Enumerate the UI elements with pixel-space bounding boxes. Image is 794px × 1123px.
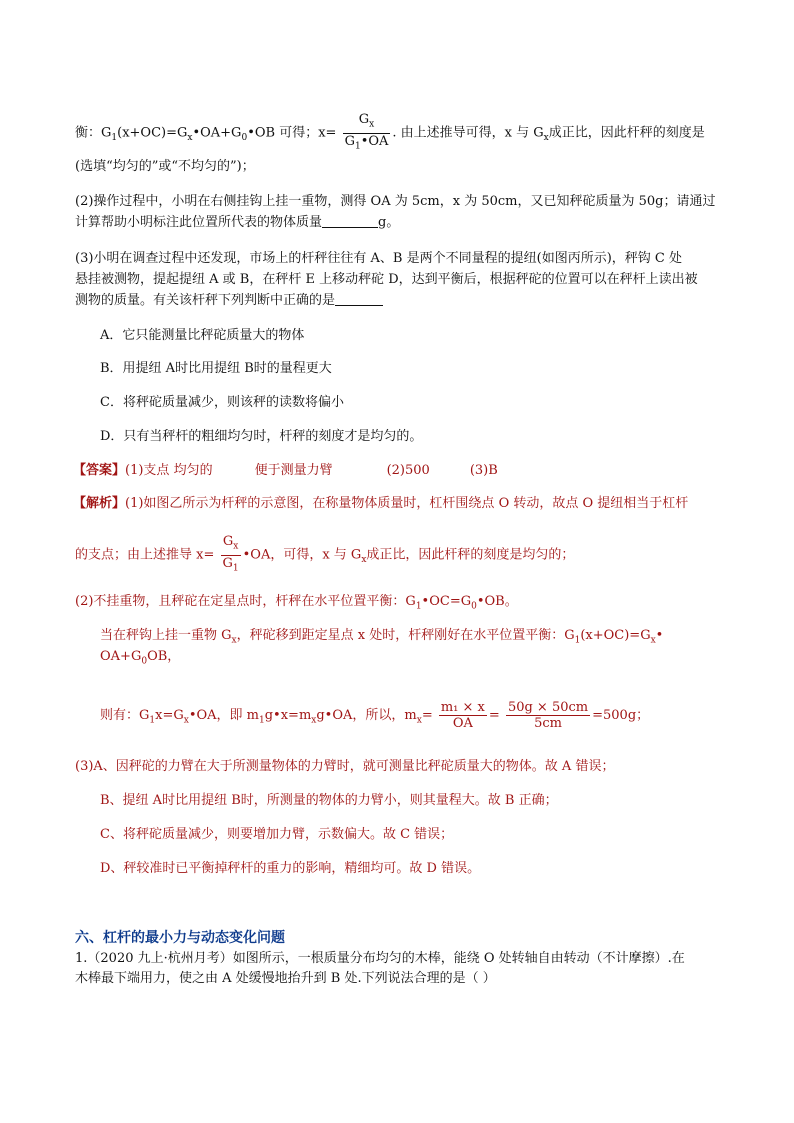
q3-line2: 悬挂被测物，提起提纽 A 或 B，在秤杆 E 上移动秤砣 D，达到平衡后，根据秤砣的位置可以在秤杆上读出被 [75, 272, 698, 287]
analysis-line2 [75, 534, 574, 576]
q3-line1: (3)小明在调查过程中还发现，市场上的杆秤往往有 A、B 是两个不同量程的提纽(如图丙所示)，秤钩 C 处 [75, 251, 682, 266]
sub: x [361, 555, 367, 566]
section6-question-line2: 木棒最下端用力，使之由 A 处缓慢地抬升到 B 处.下列说法合理的是（ ） [75, 971, 496, 986]
text: •OA+G [192, 125, 242, 141]
text: =500g； [592, 708, 650, 723]
answer-line [73, 462, 498, 480]
answer-part-1: (1)支点 均匀的 [125, 463, 213, 478]
frac-den: G [344, 133, 355, 149]
analysis-line4 [100, 627, 663, 650]
sub: 1 [111, 133, 118, 144]
fraction [343, 112, 391, 154]
sub: x [311, 715, 317, 726]
frac-den: OA [439, 715, 487, 731]
text: •OB 可得；x= [247, 125, 337, 141]
text: •OA，可得，x 与 G [242, 547, 362, 563]
analysis-line3 [75, 593, 518, 616]
q3-option-b: B．用提纽 A时比用提纽 B时的量程更大 [100, 361, 332, 376]
text: •OC=G [421, 594, 472, 609]
text: OA+G [100, 649, 142, 664]
text: 当在秤钩上挂一重物 G [100, 628, 232, 643]
text: •OB。 [476, 594, 518, 609]
q2-line1: (2)操作过程中，小明在右侧挂钩上挂一重物，测得 OA 为 5cm，x 为 50cm，又已知秤砣质量为 50g；请通过 [75, 194, 716, 209]
analysis-label: 【解析】 [73, 496, 126, 511]
text: 则有：G [100, 708, 150, 723]
q2-line2 [75, 214, 399, 232]
answer-part-4: (3)B [469, 463, 498, 478]
frac-den: 5cm [506, 715, 590, 731]
sub: 1 [149, 715, 156, 726]
answer-part-2: 便于测量力臂 [254, 463, 333, 478]
analysis-line10: D、秤较准时已平衡掉秤杆的重力的影响，精细均可。故 D 错误。 [100, 861, 481, 876]
text: g•x=m [264, 708, 312, 723]
text: = [488, 708, 500, 723]
text: 的支点；由上述推导 x= [75, 547, 215, 563]
text: •OA，即 m [188, 708, 259, 723]
fraction [439, 700, 487, 731]
sub: 1 [354, 141, 361, 152]
answer-blank[interactable] [322, 215, 378, 228]
sub: x [416, 715, 422, 726]
frac-num: m₁ × x [440, 700, 485, 715]
text: . 由上述推导可得，x 与 G [392, 125, 544, 141]
sub: 1 [574, 635, 581, 646]
sub: 1 [232, 563, 239, 574]
sub: 0 [141, 656, 148, 667]
text: 成正比，因此杆秤的刻度是 [548, 125, 705, 141]
sub: 1 [259, 715, 265, 726]
answer-label: 【答案】 [73, 463, 126, 478]
sub: x [369, 119, 375, 130]
analysis-line9: C、将秤砣质量减少，则要增加力臂，示数偏大。故 C 错误； [100, 827, 454, 842]
text: g•OA，所以，m [316, 708, 417, 723]
sub: x [231, 635, 237, 646]
text: (x+OC)=G [117, 125, 188, 141]
section6-question-line1: 1.（2020 九上·杭州月考）如图所示，一根质量分布均匀的木棒，能绕 O 处转轴自由转动（不计摩擦）.在 [75, 951, 685, 966]
sub: x [650, 635, 656, 646]
q3-option-c: C．将秤砣质量减少，则该秤的读数将偏小 [100, 395, 344, 410]
sub: x [543, 133, 549, 144]
text: • [655, 628, 664, 643]
sub: x [233, 541, 239, 552]
text: 计算帮助小明标注此位置所代表的物体质量 [75, 215, 323, 230]
q1-line1 [75, 112, 705, 154]
frac-num: 50g × 50cm [507, 700, 589, 715]
frac-den-tail: •OA [360, 133, 389, 149]
analysis-line7: (3)A、因秤砣的力臂在大于所测量物体的力臂时，就可测量比秤砣质量大的物体。故 A 错误； [75, 759, 615, 774]
text: 衡：G [75, 125, 112, 141]
sub: 0 [471, 601, 477, 612]
sub: 0 [241, 133, 248, 144]
answer-part-3: (2)500 [386, 463, 430, 478]
frac-num: G [358, 112, 370, 127]
frac-num: G [222, 534, 234, 549]
text: = [421, 708, 433, 723]
q3-line3 [75, 292, 383, 310]
sub: x [183, 715, 189, 726]
sub: 1 [415, 601, 422, 612]
text: x=G [155, 708, 184, 723]
analysis-line8: B、提纽 A时比用提纽 B时，所测量的物体的力臂小，则其量程大。故 B 正确； [100, 793, 558, 808]
text: ，秤砣移到距定星点 x 处时，杆秤刚好在水平位置平衡：G [236, 628, 575, 643]
answer-blank[interactable] [335, 293, 383, 306]
text: (2)不挂重物，且秤砣在定星点时，杆秤在水平位置平衡：G [75, 594, 416, 609]
frac-den: G [222, 555, 233, 571]
text: 测物的质量。有关该杆秤下列判断中正确的是 [75, 293, 336, 308]
q3-option-d: D．只有当秤杆的粗细均匀时，杆秤的刻度才是均匀的。 [100, 429, 423, 444]
fraction [506, 700, 590, 731]
text: OB， [147, 649, 181, 664]
text: (x+OC)=G [580, 628, 651, 643]
sub: x [187, 133, 193, 144]
text: g。 [378, 215, 400, 230]
analysis-line6 [100, 700, 649, 731]
q3-option-a: A．它只能测量比秤砣质量大的物体 [100, 328, 305, 343]
section-heading: 六、杠杆的最小力与动态变化问题 [75, 930, 285, 946]
text: 成正比，因此杆秤的刻度是均匀的； [366, 547, 575, 563]
fraction [221, 534, 241, 576]
text: (1)如图乙所示为杆秤的示意图，在称量物体质量时，杠杆围绕点 O 转动，故点 O 提纽相当于杠杆 [125, 496, 689, 511]
analysis-line1 [73, 495, 688, 513]
analysis-line5 [100, 648, 180, 671]
q1-line2: (选填“均匀的”或“不均匀的”)； [75, 159, 255, 174]
